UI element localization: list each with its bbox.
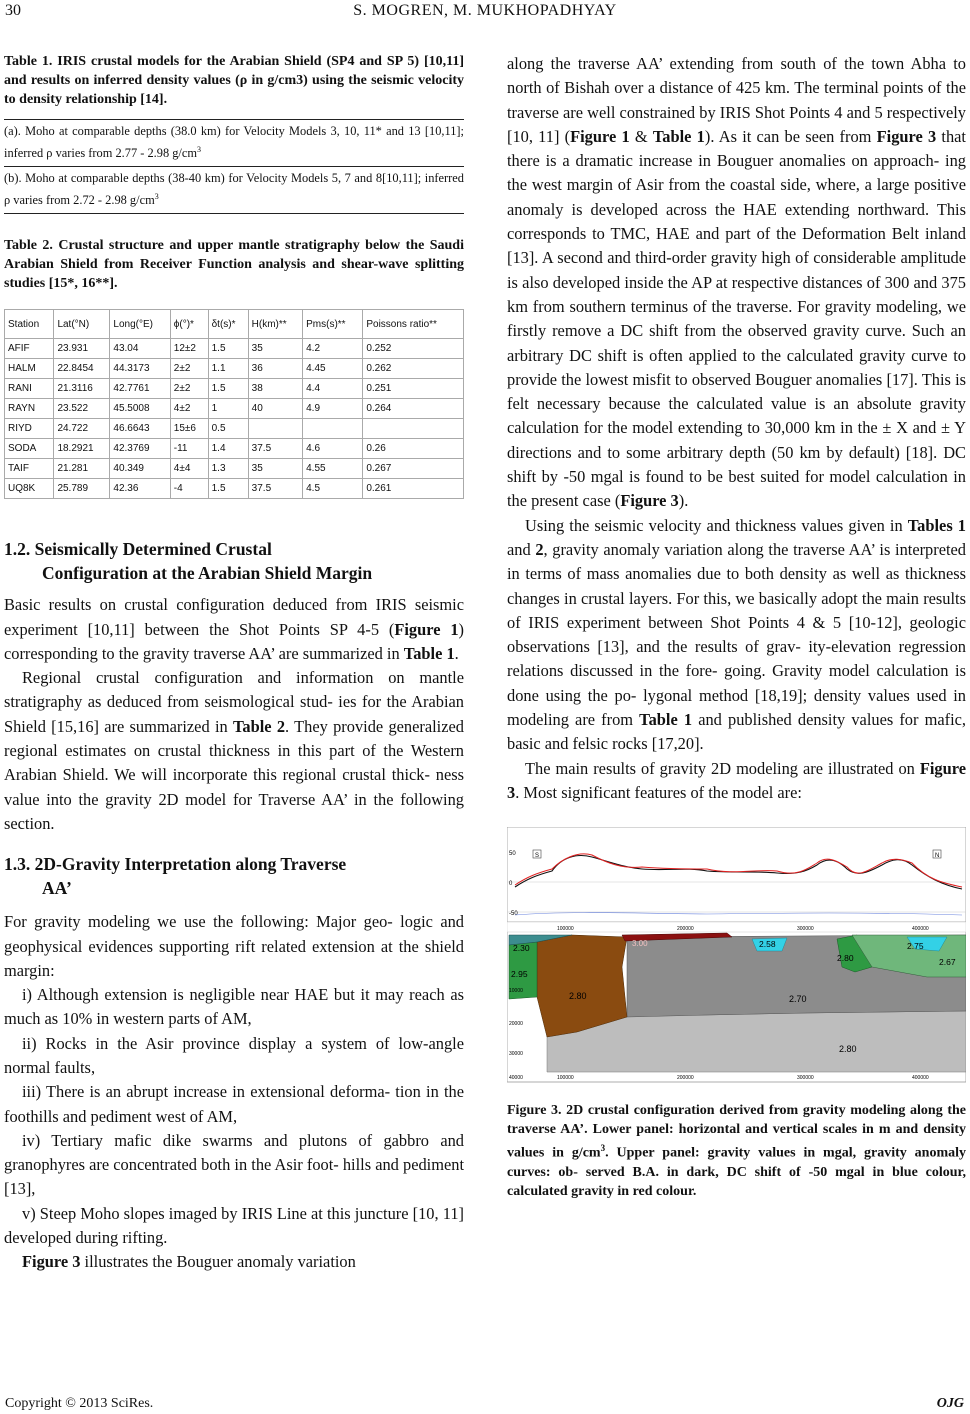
table2-cell: 25.789 xyxy=(54,479,110,499)
table2-cell: 38 xyxy=(248,379,302,399)
density-label-2-58: 2.58 xyxy=(759,939,776,950)
table2-cell: 0.267 xyxy=(363,459,464,479)
table2-cell: 18.2921 xyxy=(54,439,110,459)
table2-cell: 0.262 xyxy=(363,359,464,379)
marker-s: S xyxy=(535,853,540,860)
table2-cell: AFIF xyxy=(5,339,54,359)
table2-row xyxy=(5,479,464,499)
table2-cell: 21.281 xyxy=(54,459,110,479)
table2-row xyxy=(5,339,464,359)
table2-cell: 4±2 xyxy=(170,399,208,419)
table2-cell: 4.45 xyxy=(303,359,363,379)
table2-cell: 35 xyxy=(248,459,302,479)
list-item-i: i) Although extension is negligible near HAE but it may reach as much as 10% in western parts of AM, xyxy=(4,985,464,1029)
table2-cell: 42.7761 xyxy=(110,379,170,399)
table2-row xyxy=(5,359,464,379)
paragraph-modeling-intro: For gravity modeling we use the following: Major geo- logic and geophysical evidences supporting rift related extension at the shield margin: xyxy=(4,912,464,980)
left-column xyxy=(4,52,464,1275)
table2-header-cell: ϕ(°)* xyxy=(170,310,208,339)
table2-cell: TAIF xyxy=(5,459,54,479)
table1-note-b: (b). Moho at comparable depths (38-40 km) for Velocity Models 5, 7 and 8[10,11]; inferred ρ varies from 2.72 - 2.98 $g/cm^3$ xyxy=(4,166,464,214)
paragraph-regional-config: Regional crustal configuration and information on mantle stratigraphy as deduced from seismological stud- ies for the Arabian Shield [15,16] are summarized in Table 2. They provide generalized regional estimates on crustal thickness in this part of the Western Arabian Shield. We will incorporate this regional crustal thick- ness value into the gravity 2D model for Traverse AA’ in the following section. xyxy=(4,668,464,833)
table2-row xyxy=(5,439,464,459)
density-label-3-00: 3.00 xyxy=(632,939,648,949)
page-number: 30 xyxy=(5,2,21,19)
table2-header-cell: Long(°E) xyxy=(110,310,170,339)
table2-cell: 1.5 xyxy=(208,339,248,359)
x-tick-bottom-2: 200000 xyxy=(677,1075,694,1082)
table2-cell: 15±6 xyxy=(170,419,208,439)
table2-cell: RIYD xyxy=(5,419,54,439)
table2-cell: 4.55 xyxy=(303,459,363,479)
table2-cell: 4.9 xyxy=(303,399,363,419)
table2-cell: 12±2 xyxy=(170,339,208,359)
table2-header-cell: Poissons ratio** xyxy=(363,310,464,339)
table2-header-cell: δt(s)* xyxy=(208,310,248,339)
table2-cell: 46.6643 xyxy=(110,419,170,439)
density-label-2-80-bottom: 2.80 xyxy=(839,1044,857,1055)
table2-cell: 42.36 xyxy=(110,479,170,499)
table2-cell: 1.4 xyxy=(208,439,248,459)
table2-row xyxy=(5,399,464,419)
table2-cell: 2±2 xyxy=(170,379,208,399)
table2-cell: 0.264 xyxy=(363,399,464,419)
table2-cell: 1.5 xyxy=(208,379,248,399)
density-label-2-80-green: 2.80 xyxy=(837,953,854,964)
table2-cell xyxy=(248,419,302,439)
marker-n: N xyxy=(935,853,940,860)
table2-cell: 45.5008 xyxy=(110,399,170,419)
table2-header-cell: Station xyxy=(5,310,54,339)
paragraph-seismic-values: Using the seismic velocity and thickness values given in Tables 1 and 2, gravity anomaly variation along the traverse AA’ is interpreted in terms of mass anomalies due to both density as well as thickness changes in crustal layers. For this, we basically adopt the main results of IRIS experiment between Shot Points 4 & 5 [10-12], geologic observations [13], and the results of grav- ity-elevation regression relations discussed in the fore- going. Gravity model calculation is done using the po- lygonal method [18,19]; density values used in modeling are from Table 1 and published density values for mafic, basic and felsic rocks [17,20]. xyxy=(507,515,966,754)
density-label-2-95: 2.95 xyxy=(511,969,528,980)
paragraph-main-results: The main results of gravity 2D modeling are illustrated on Figure 3. Most significant features of the model are: xyxy=(507,758,966,802)
x-tick-top-2: 200000 xyxy=(677,926,694,933)
table2-cell: 2±2 xyxy=(170,359,208,379)
table2-cell: 42.3769 xyxy=(110,439,170,459)
table2-cell: HALM xyxy=(5,359,54,379)
table2-cell: -11 xyxy=(170,439,208,459)
table2-cell: 1.5 xyxy=(208,479,248,499)
table2-cell: 1.1 xyxy=(208,359,248,379)
table2-row xyxy=(5,459,464,479)
table2-cell: 36 xyxy=(248,359,302,379)
table2-cell: 40 xyxy=(248,399,302,419)
list-item-ii: ii) Rocks in the Asir province display a system of low-angle normal faults, xyxy=(4,1033,464,1077)
table2 xyxy=(4,309,464,499)
table2-cell: 44.3173 xyxy=(110,359,170,379)
table2-cell: 23.522 xyxy=(54,399,110,419)
list-item-v: v) Steep Moho slopes imaged by IRIS Line at this juncture [10, 11] developed during rifting. xyxy=(4,1203,464,1248)
table2-header-cell: Pms(s)** xyxy=(303,310,363,339)
table2-cell: RANI xyxy=(5,379,54,399)
table2-cell: 4.4 xyxy=(303,379,363,399)
density-label-2-80-brown: 2.80 xyxy=(569,991,587,1002)
x-tick-bottom-3: 300000 xyxy=(797,1075,814,1082)
table2-cell: 0.261 xyxy=(363,479,464,499)
table2-cell: 0.26 xyxy=(363,439,464,459)
section-1-3-heading: 1.3. 2D-Gravity Interpretation along Traverse AA’ xyxy=(4,854,347,899)
x-tick-bottom-4: 400000 xyxy=(912,1075,929,1082)
table1-note-a: (a). Moho at comparable depths (38.0 km) for Velocity Models 3, 10, 11* and 13 [10,11]; inferred ρ varies from 2.77 - 2.98 $g/cm^3$ xyxy=(4,119,464,166)
table2-cell: 37.5 xyxy=(248,479,302,499)
density-label-2-30: 2.30 xyxy=(513,943,530,954)
table2-cell: 4.5 xyxy=(303,479,363,499)
table2-cell: 40.349 xyxy=(110,459,170,479)
table2-cell xyxy=(303,419,363,439)
table2-row xyxy=(5,419,464,439)
table2-cell: 1.3 xyxy=(208,459,248,479)
table2-cell: 35 xyxy=(248,339,302,359)
upper-tick-minus50: -50 xyxy=(509,911,518,918)
table2-cell: 0.252 xyxy=(363,339,464,359)
paragraph-figure3-intro: Figure 3 illustrates the Bouguer anomaly variation xyxy=(22,1252,356,1272)
density-label-2-67: 2.67 xyxy=(939,957,956,968)
table2-cell: 1 xyxy=(208,399,248,419)
list-item-iii: iii) There is an abrupt increase in extensional deforma- tion in the foothills and pediment west of AM, xyxy=(4,1082,464,1126)
table2-header-cell: H(km)** xyxy=(248,310,302,339)
upper-tick-50: 50 xyxy=(509,851,516,858)
paragraph-traverse: along the traverse AA’ extending from south of the town Abha to north of Bishah over a distance of 425 km. The terminal points of the traverse are well constrained by IRIS Shot Points 4 and 5 respectively [10, 11] (Figure 1 & Table 1). As it can be seen from Figure 3 that there is a dramatic increase in Bouguer anomalies on approach- ing the west margin of Asir from the coastal side, where, a large positive anomaly is developed across the HAE extending northward. This corresponds to TMC, HAE and part of the Deformation Belt inland [13]. A second and third-order gravity high of considerable amplitude is also developed inside the AP at respective distances of 300 and 375 km from southern terminus of the traverse. For gravity modeling, we firstly remove a DC shift from the observed gravity curve. Such an arbitrary DC shift is often applied to the calculated gravity curve to provide the lowest misfit to observed Bouguer anomalies [17]. This is felt necessary because the calculated value is an absolute gravity calculation for the model extending to 30,000 km in the ± X and ± Y directions and to some arbitrary depth (50 km by default) [18]. DC shift by -50 mgal is found to be best suited for model calculation in the present case (Figure 3). xyxy=(507,54,966,511)
figure3-caption: Figure 3. 2D crustal configuration derived from gravity modeling along the traverse AA’. Lower panel: horizontal and vertical scales in m and density values in $g/cm^3$. Upper panel: gravity values in mgal, gravity anomaly curves: ob- served B.A. in dark, DC shift of -50 mgal in blue colour, calculated gravity in red colour. xyxy=(507,1103,967,1199)
footer-copyright: Copyright © 2013 SciRes. xyxy=(5,1396,154,1411)
footer-journal: OJG xyxy=(936,1396,964,1411)
x-tick-top-3: 300000 xyxy=(797,926,814,933)
table2-cell: 4.2 xyxy=(303,339,363,359)
running-head-authors: S. MOGREN, M. MUKHOPADHYAY xyxy=(353,2,617,19)
table2-cell xyxy=(363,419,464,439)
upper-panel-frame xyxy=(507,827,966,922)
table2-cell: UQ8K xyxy=(5,479,54,499)
table2-cell: 23.931 xyxy=(54,339,110,359)
section-1-2-heading: 1.2. Seismically Determined Crustal Configuration at the Arabian Shield Margin xyxy=(4,539,373,584)
upper-tick-0: 0 xyxy=(509,881,513,888)
x-tick-top-1: 100000 xyxy=(557,926,574,933)
table2-cell: 22.8454 xyxy=(54,359,110,379)
table2-cell: 4.6 xyxy=(303,439,363,459)
table1-caption: Table 1. IRIS crustal models for the Arabian Shield (SP4 and SP 5) [10,11] and results on inferred density values (ρ in g/cm3) using the seismic velocity to density relationship [14]. xyxy=(4,54,464,107)
table2-caption: Table 2. Crustal structure and upper mantle stratigraphy below the Saudi Arabian Shield from Receiver Function analysis and shear-wave splitting studies [15*, 16**]. xyxy=(4,238,464,292)
depth-tick-10000: 10000 xyxy=(509,988,523,995)
table2-cell: -4 xyxy=(170,479,208,499)
table2-cell: SODA xyxy=(5,439,54,459)
density-label-2-75: 2.75 xyxy=(907,941,924,952)
depth-tick-40000: 40000 xyxy=(509,1075,523,1082)
table2-cell: 21.3116 xyxy=(54,379,110,399)
table2-cell: 0.5 xyxy=(208,419,248,439)
x-tick-bottom-1: 100000 xyxy=(557,1075,574,1082)
paragraph-crustal-config: Basic results on crustal configuration deduced from IRIS seismic experiment [10,11] between the Shot Points SP 4-5 (Figure 1) corresponding to the gravity traverse AA’ are summarized in Table 1. xyxy=(4,595,464,663)
table2-cell: 24.722 xyxy=(54,419,110,439)
list-item-iv: iv) Tertiary mafic dike swarms and plutons of gabbro and granophyres are concentrated both in the Asir foot- hills and pediment [13], xyxy=(4,1130,464,1199)
table2-header-row xyxy=(5,310,464,339)
depth-tick-20000: 20000 xyxy=(509,1021,523,1028)
table2-cell: 4±4 xyxy=(170,459,208,479)
table2-cell: RAYN xyxy=(5,399,54,419)
table2-cell: 0.251 xyxy=(363,379,464,399)
figure-3-model xyxy=(507,827,966,1087)
table2-header-cell: Lat(°N) xyxy=(54,310,110,339)
table2-cell: 43.04 xyxy=(110,339,170,359)
right-column xyxy=(507,52,966,1201)
depth-tick-30000: 30000 xyxy=(509,1051,523,1058)
table2-row xyxy=(5,379,464,399)
x-tick-top-4: 400000 xyxy=(912,926,929,933)
density-label-2-70: 2.70 xyxy=(789,994,807,1005)
table2-cell: 37.5 xyxy=(248,439,302,459)
